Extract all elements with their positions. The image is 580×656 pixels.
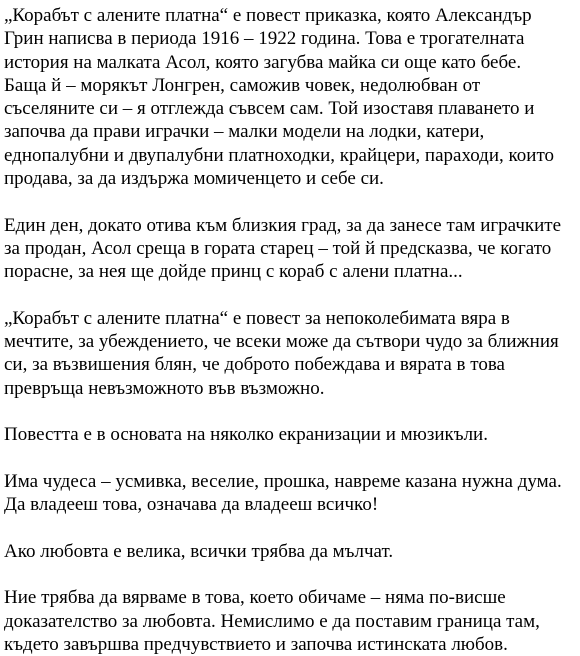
text-line: „Корабът с алените платна“ е повест приказка, която Александър [4,5,532,26]
text-line: съселяните си – я отглежда съвсем сам. Той изоставя плаването и [4,98,535,120]
text-line: превръща невъзможното във възможно. [4,377,325,399]
text-line: Един ден, докато отива към близкия град, за да занесе там играчките [4,214,562,236]
text-line: Грин написва в периода 1916 – 1922 година. Това е трогателната [4,28,525,50]
text-line: започва да прави играчки – малки модели на лодки, катери, [4,121,485,143]
paragraph-theme [4,307,580,400]
text-line: история на малката Асол, която загубва майка си още като бебе. [4,51,522,73]
text-line: Ние трябва да вярваме в това, което обичаме – няма по-висше [4,587,506,609]
text-line: за продан, Асол среща в гората старец – той й предсказва, че когато [4,237,552,259]
text-line: продава, за да издържа момиченцето и себе си. [4,168,384,190]
paragraph-prophecy [4,214,580,284]
paragraph-love-silence [4,540,580,563]
paragraph-adaptations [4,423,580,446]
paragraph-faith [4,586,580,656]
text-line: мечтите, за убеждението, че всеки може да сътвори чудо за ближния [4,331,559,353]
paragraph-miracles [4,470,580,517]
text-line: Баща й – морякът Лонгрен, саможив човек, недолюбван от [4,74,481,96]
text-line: Има чудеса – усмивка, веселие, прошка, навреме казана нужна дума. [4,470,562,492]
text-line: Повестта е в основата на няколко екранизации и мюзикъли. [4,424,488,446]
text-line: порасне, за нея ще дойде принц с кораб с алени платна... [4,261,463,283]
text-line: Да владееш това, означава да владееш всичко! [4,494,379,516]
text-line: „Корабът с алените платна“ е повест за непоколебимата вяра в [4,307,510,329]
text-line: си, за възвишения блян, че доброто побеждава и вярата в това [4,354,505,376]
text-line: доказателство за любовта. Немислимо е да поставим граница там, [4,610,540,632]
text-line: Ако любовта е велика, всички трябва да мълчат. [4,540,394,562]
text-line: еднопалубни и двупалубни платноходки, крайцери, параходи, които [4,144,554,166]
text-line: където завършва предчувствието и започва истинската любов. [4,634,508,656]
paragraph-intro [4,4,580,190]
